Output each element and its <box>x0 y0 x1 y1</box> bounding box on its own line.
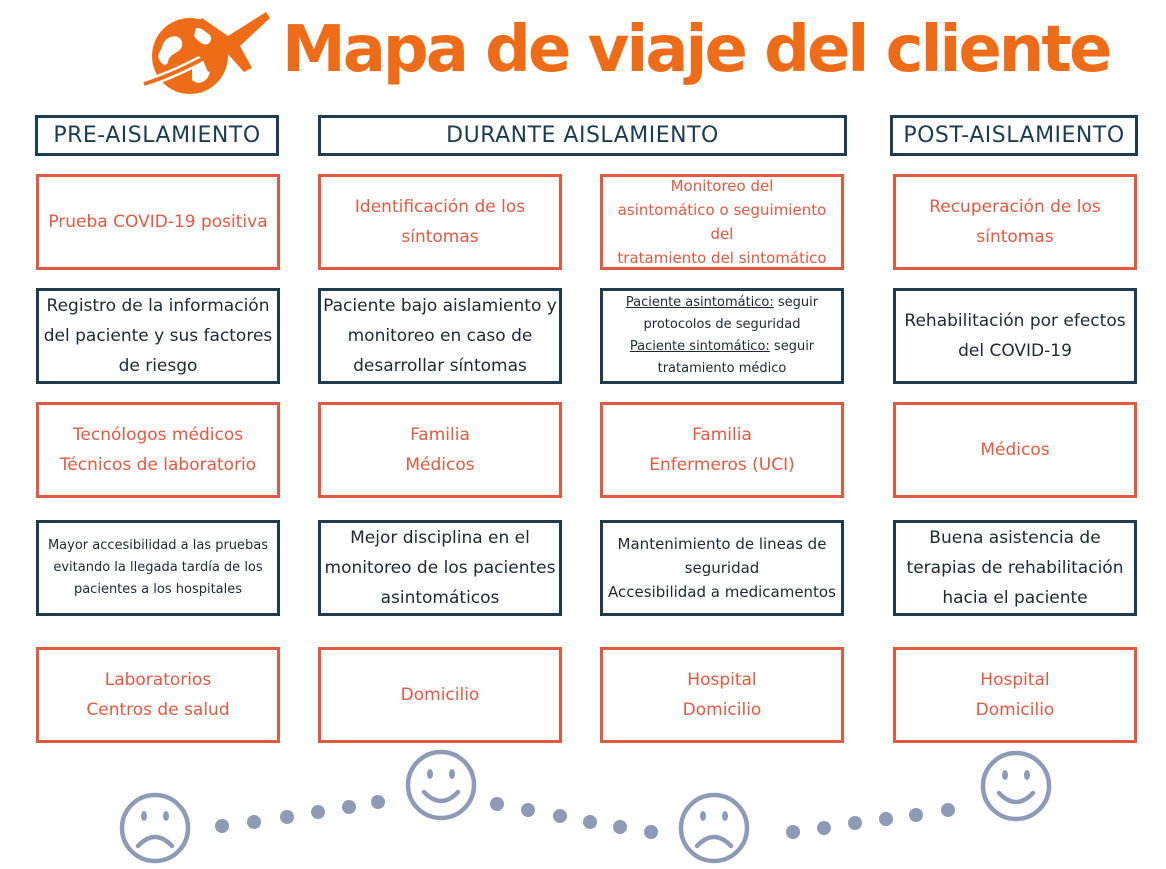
card-text: Familia Enfermeros (UCI) <box>649 425 795 475</box>
emotion-curve <box>0 748 1166 869</box>
card-text: Registro de la información del paciente y sus factores de riesgo <box>43 296 273 376</box>
header <box>140 0 1110 100</box>
card-row2-durante-a <box>318 288 562 384</box>
asymptomatic-line2: protocolos de seguridad <box>643 317 801 332</box>
card-text: Buena asistencia de terapias de rehabilitación hacia el paciente <box>906 528 1124 608</box>
card-row5-durante-b <box>600 647 844 743</box>
card-row3-pre <box>36 402 280 498</box>
card-text: Médicos <box>980 440 1050 460</box>
asymptomatic-text: seguir <box>773 295 819 310</box>
happy-face-icon <box>983 753 1049 819</box>
card-row4-pre <box>36 520 280 616</box>
card-row2-post <box>893 288 1137 384</box>
card-row3-durante-b <box>600 402 844 498</box>
card-row3-durante-a <box>318 402 562 498</box>
phase-durante-aislamiento: DURANTE AISLAMIENTO <box>318 115 847 156</box>
card-row2-durante-b <box>600 288 844 384</box>
globe-airplane-logo-icon <box>140 6 272 98</box>
card-text: Paciente bajo aislamiento y monitoreo en caso de desarrollar síntomas <box>323 296 557 376</box>
page-title: Mapa de viaje del cliente <box>282 13 1110 87</box>
card-text: Hospital Domicilio <box>682 670 762 720</box>
card-text: Mejor disciplina en el monitoreo de los pacientes asintomáticos <box>324 528 556 608</box>
sad-face-icon <box>122 795 188 861</box>
card-row4-durante-a <box>318 520 562 616</box>
card-row5-pre <box>36 647 280 743</box>
card-text: Mantenimiento de lineas de seguridad Accesibilidad a medicamentos <box>608 535 836 601</box>
card-row5-durante-a <box>318 647 562 743</box>
card-text: Domicilio <box>400 685 480 705</box>
card-row3-post <box>893 402 1137 498</box>
card-row1-durante-a <box>318 174 562 270</box>
card-text <box>626 292 818 380</box>
card-text: Familia Médicos <box>405 425 475 475</box>
card-row1-post <box>893 174 1137 270</box>
symptomatic-line2: tratamiento médico <box>657 361 787 376</box>
card-row4-post <box>893 520 1137 616</box>
card-text: Mayor accesibilidad a las pruebas evitando la llegada tardía de los pacientes a los hospitales <box>47 538 269 597</box>
phase-pre-aislamiento: PRE-AISLAMIENTO <box>35 115 279 156</box>
card-row1-durante-b <box>600 174 844 270</box>
card-row5-post <box>893 647 1137 743</box>
card-text: Hospital Domicilio <box>975 670 1055 720</box>
card-text: Recuperación de los síntomas <box>929 197 1101 247</box>
card-text: Identificación de los síntomas <box>354 197 526 247</box>
phase-post-aislamiento: POST-AISLAMIENTO <box>890 115 1138 156</box>
symptomatic-text: seguir <box>769 339 815 354</box>
symptomatic-label: Paciente sintomático: <box>629 339 770 354</box>
card-text: Monitoreo del asintomático o seguimiento del tratamiento del sintomático <box>617 177 827 267</box>
card-row4-durante-b <box>600 520 844 616</box>
happy-face-icon <box>408 752 474 818</box>
card-text: Rehabilitación por efectos del COVID-19 <box>904 311 1126 361</box>
card-text: Prueba COVID-19 positiva <box>48 212 268 232</box>
asymptomatic-label: Paciente asintomático: <box>625 295 774 310</box>
card-text: Tecnólogos médicos Técnicos de laboratorio <box>59 425 257 475</box>
dotted-path <box>215 795 955 839</box>
sad-face-icon <box>681 795 747 861</box>
card-row2-pre <box>36 288 280 384</box>
card-row1-pre <box>36 174 280 270</box>
card-text: Laboratorios Centros de salud <box>86 670 230 720</box>
